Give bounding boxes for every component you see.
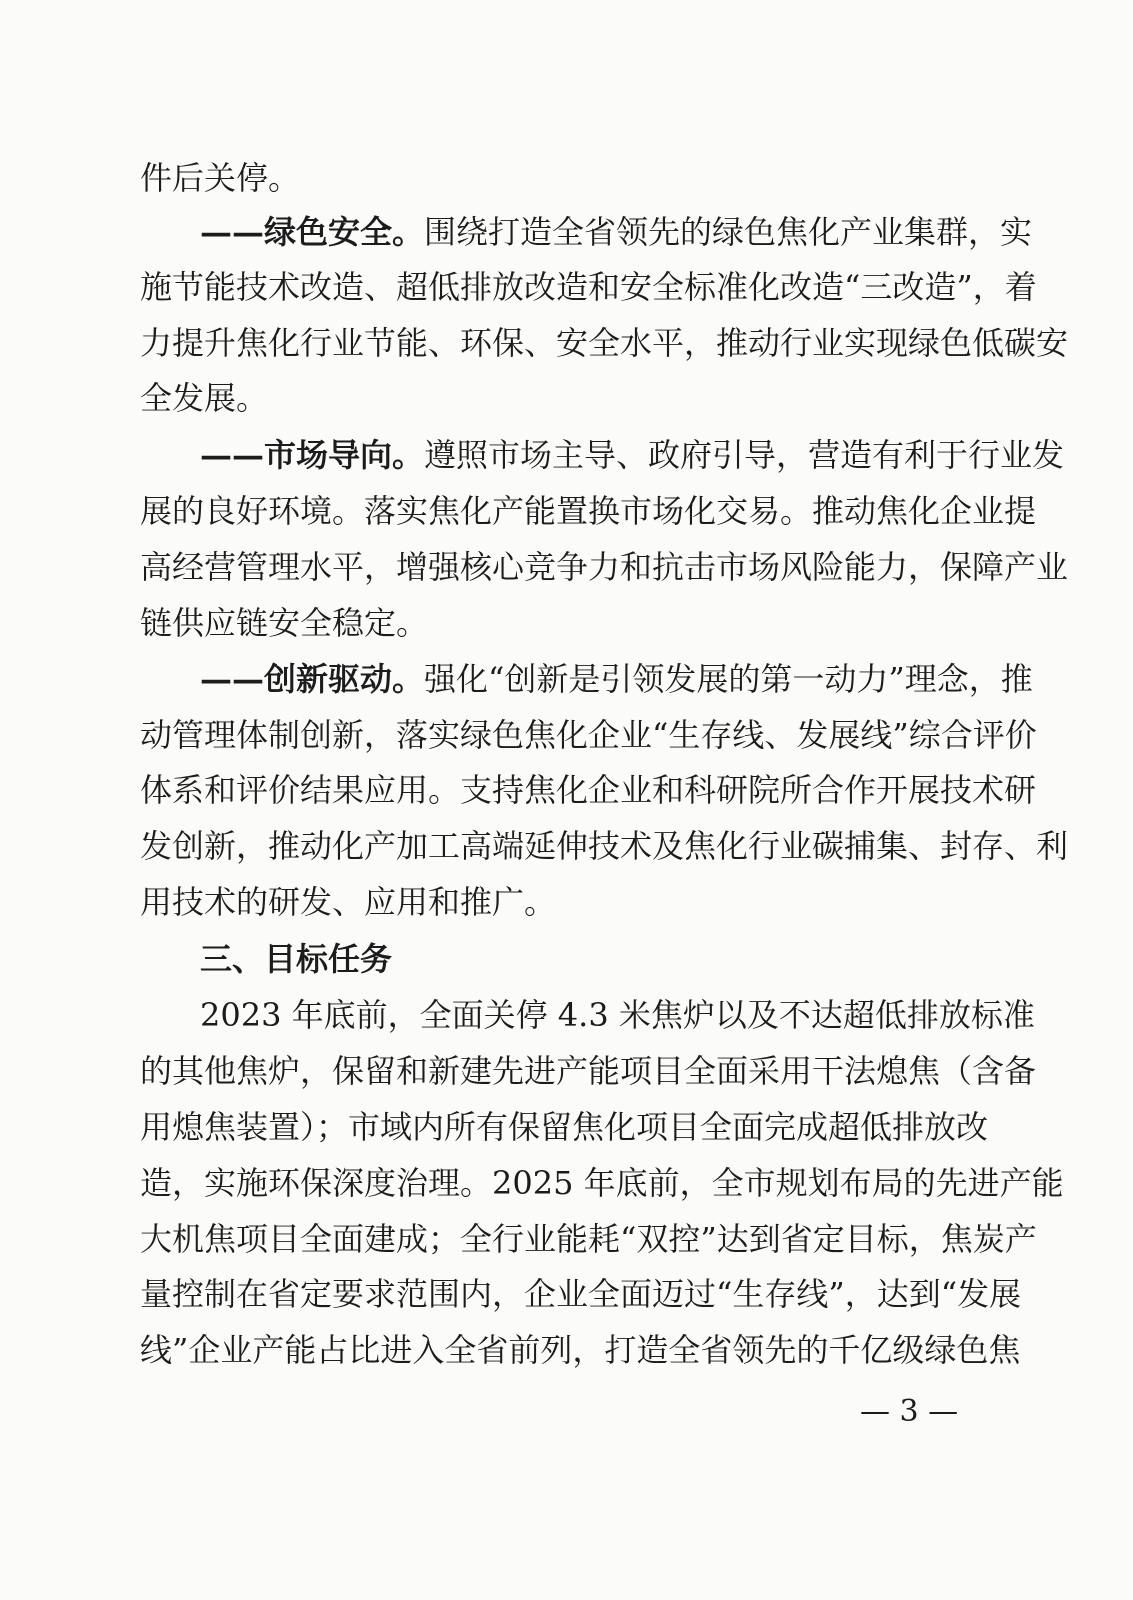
principle-title: ——市场导向。 [200,436,425,474]
body-line: 量控制在省定要求范围内，企业全面迈过“生存线”，达到“发展 [140,1275,1022,1313]
body-line: ——绿色安全。围绕打造全省领先的绿色焦化产业集群，实 [200,213,1033,251]
body-line: 展的良好环境。落实焦化产能置换市场化交易。推动焦化企业提 [140,492,1037,530]
body-line: 高经营管理水平，增强核心竞争力和抗击市场风险能力，保障产业 [140,548,1069,586]
body-line: ——创新驱动。强化“创新是引领发展的第一动力”理念，推 [200,660,1033,698]
body-line: 全发展。 [140,379,269,417]
body-line: 件后关停。 [140,159,301,197]
body-line: 施节能技术改造、超低排放改造和安全标准化改造“三改造”，着 [140,268,1037,306]
body-line: 发创新，推动化产加工高端延伸技术及焦化行业碳捕集、封存、利 [140,827,1069,865]
body-line: ——市场导向。遵照市场主导、政府引导，营造有利于行业发 [200,436,1065,474]
body-line: 造，实施环保深度治理。2025 年底前，全市规划布局的先进产能 [140,1164,1064,1202]
body-line: 大机焦项目全面建成；全行业能耗“双控”达到省定目标，焦炭产 [140,1220,1037,1258]
body-line: 动管理体制创新，落实绿色焦化企业“生存线、发展线”综合评价 [140,716,1037,754]
page-number: — 3 — [860,1394,959,1429]
principle-title: ——创新驱动。 [200,660,425,698]
principle-title: ——绿色安全。 [200,213,425,251]
body-line: 用熄焦装置）；市域内所有保留焦化项目全面完成超低排放改 [140,1108,989,1146]
body-line: 力提升焦化行业节能、环保、安全水平，推动行业实现绿色低碳安 [140,324,1069,362]
body-line: 线”企业产能占比进入全省前列，打造全省领先的千亿级绿色焦 [140,1331,1021,1369]
body-line: 的其他焦炉，保留和新建先进产能项目全面采用干法熄焦（含备 [140,1052,1037,1090]
body-line: 用技术的研发、应用和推广。 [140,883,557,921]
section-heading: 三、目标任务 [200,940,393,978]
body-line: 链供应链安全稳定。 [140,604,429,642]
body-line: 体系和评价结果应用。支持焦化企业和科研院所合作开展技术研 [140,771,1037,809]
body-line: 2023 年底前，全面关停 4.3 米焦炉以及不达超低排放标准 [200,996,1035,1034]
